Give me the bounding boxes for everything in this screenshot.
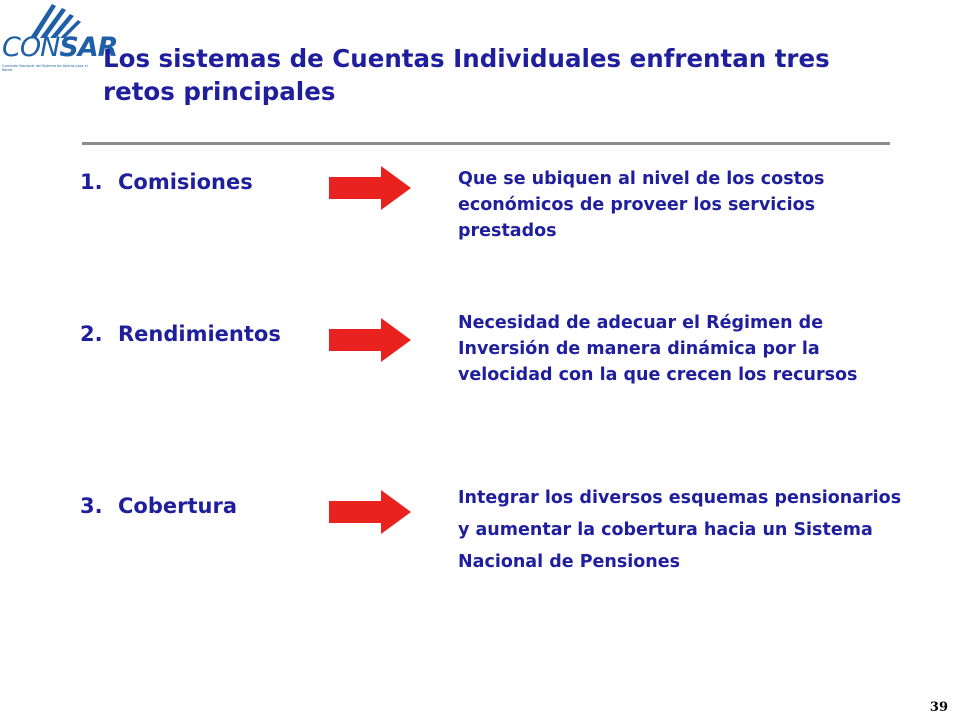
- challenge-description: Que se ubiquen al nivel de los costos económicos de proveer los servicios prestados: [458, 169, 825, 241]
- challenge-label: Comisiones: [118, 170, 253, 194]
- challenge-item-rendimientos: [80, 322, 281, 346]
- consar-logo: [0, 0, 118, 100]
- challenge-description: Integrar los diversos esquemas pensionarios y aumentar la cobertura hacia un Sistema Nacional de Pensiones: [458, 488, 902, 572]
- title-divider: [82, 142, 890, 145]
- page-number: 39: [929, 700, 948, 715]
- right-arrow-icon: [329, 318, 411, 362]
- challenge-number: 3.: [80, 494, 103, 518]
- challenge-number: 2.: [80, 322, 103, 346]
- challenge-number: 1.: [80, 170, 103, 194]
- challenge-description: Necesidad de adecuar el Régimen de Inversión de manera dinámica por la velocidad con la que crecen los recursos: [458, 313, 858, 385]
- right-arrow-icon: [329, 490, 411, 534]
- challenge-label: Cobertura: [118, 494, 237, 518]
- right-arrow-icon: [329, 166, 411, 210]
- logo-subtitle: Comisión Nacional del Sistema de Ahorro para el Retiro: [2, 64, 88, 72]
- challenge-item-cobertura: [80, 494, 237, 518]
- slide-title: Los sistemas de Cuentas Individuales enfrentan tres retos principales: [103, 44, 830, 106]
- challenge-item-comisiones: [80, 170, 253, 194]
- challenge-label: Rendimientos: [118, 322, 281, 346]
- logo-text: CONSAR: [2, 32, 118, 63]
